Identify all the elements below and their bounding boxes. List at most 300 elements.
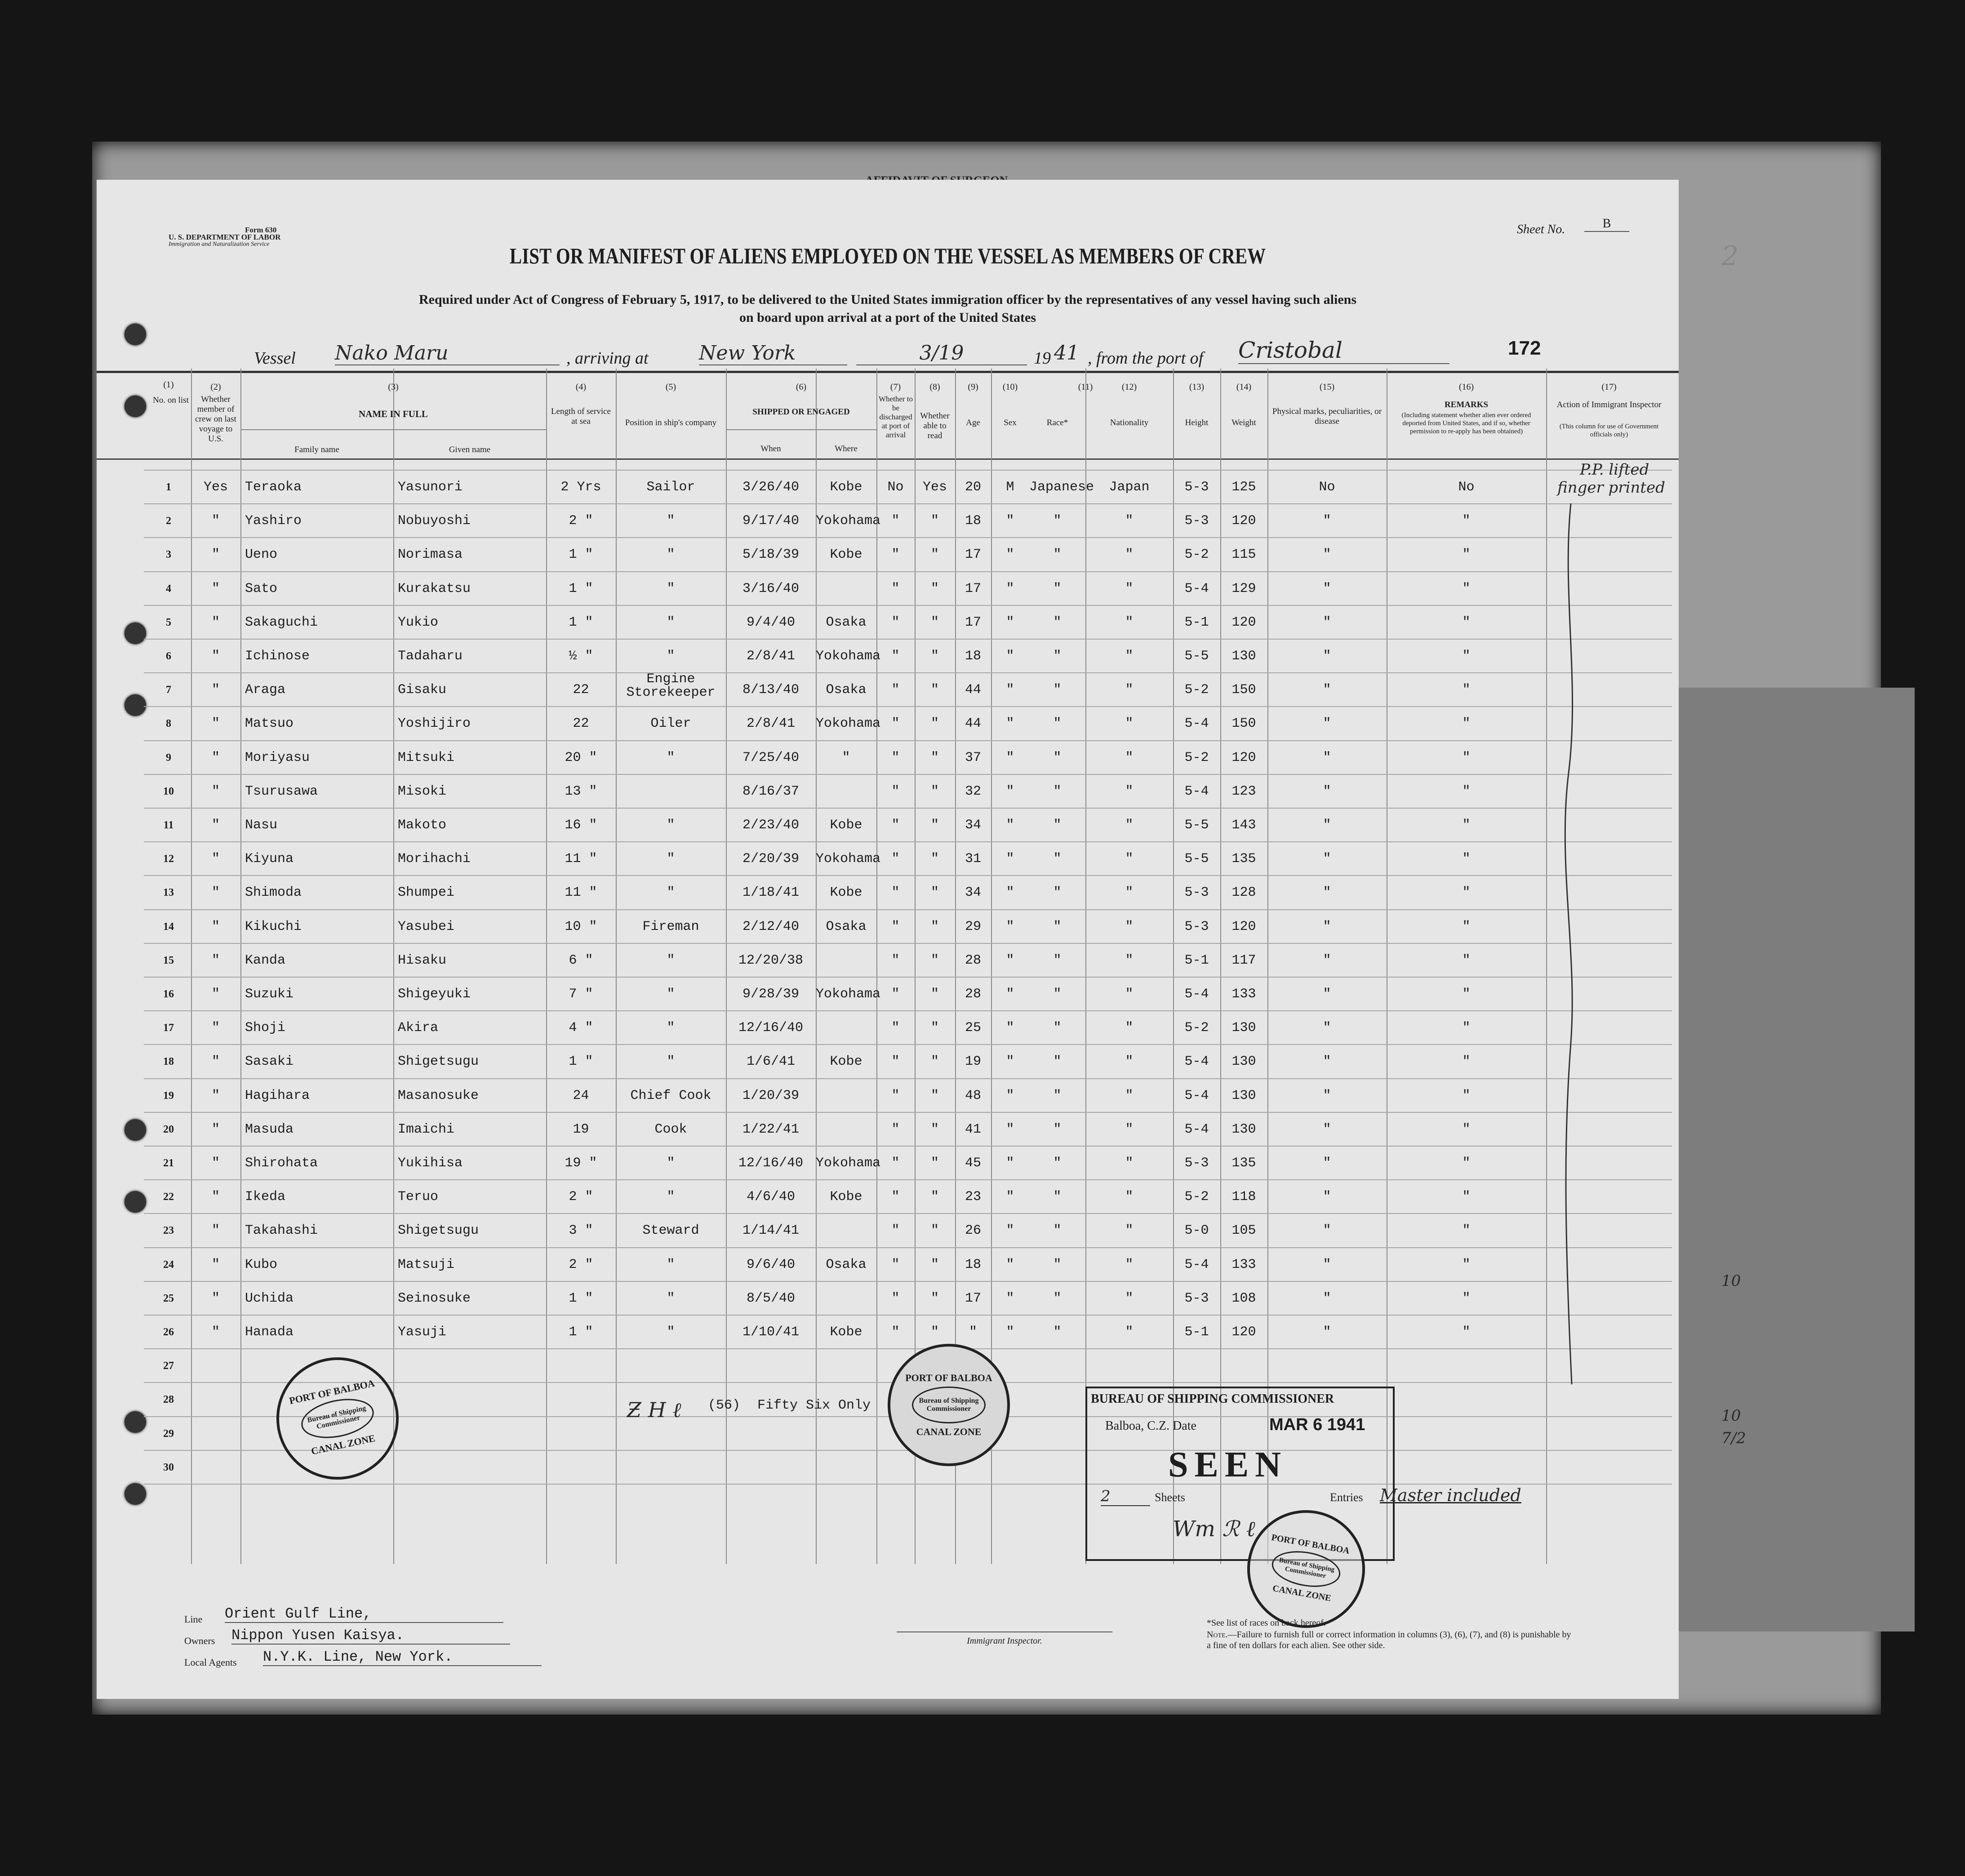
row-divider [144, 1213, 1672, 1214]
cell-weight: 120 [1231, 750, 1256, 765]
cell-given: Shigetsugu [398, 1223, 479, 1239]
seen-sheets-label: Sheets [1155, 1491, 1185, 1504]
shipped-header-rule [726, 429, 876, 430]
cell-when: 5/18/39 [742, 547, 800, 563]
cell-service: 7 " [569, 987, 593, 1002]
cell-read: " [930, 513, 939, 529]
cell-when: 9/28/39 [742, 987, 800, 1002]
cell-read: " [930, 1088, 939, 1103]
cell-service: 24 [573, 1088, 589, 1103]
header-nationality: Nationality [1110, 418, 1149, 427]
action-note-line-2: finger printed [1557, 479, 1665, 497]
cell-family: Kikuchi [245, 919, 302, 934]
column-number: (4) [575, 382, 587, 392]
cell-read: " [930, 716, 939, 732]
cell-member: " [211, 1054, 220, 1070]
cell-nat: " [1125, 547, 1134, 563]
row-number: 30 [163, 1461, 174, 1473]
cell-race: " [1053, 682, 1062, 698]
cell-service: 16 " [565, 818, 597, 833]
name-header-rule [240, 429, 546, 430]
cell-disch: " [891, 1290, 900, 1306]
cell-remarks: " [1462, 783, 1471, 799]
cell-nat: " [1125, 1257, 1134, 1272]
cell-age: 44 [965, 682, 981, 698]
seen-date: MAR 6 1941 [1269, 1415, 1365, 1434]
cell-position: Cook [654, 1121, 687, 1137]
cell-when: 3/26/40 [742, 480, 800, 495]
column-number: (17) [1601, 382, 1617, 392]
row-number: 28 [163, 1394, 174, 1406]
cell-nat: " [1125, 1223, 1134, 1239]
row-number: 7 [166, 684, 171, 696]
cell-weight: 115 [1231, 547, 1256, 563]
cell-family: Kanda [245, 952, 286, 968]
manifest-title: LIST OR MANIFEST OF ALIENS EMPLOYED ON THE VESSEL AS MEMBERS OF CREW [509, 243, 1266, 268]
cell-height: 5-5 [1184, 649, 1209, 664]
cell-family: Ikeda [245, 1189, 286, 1205]
footer-note-text: —Failure to furnish full or correct information in columns (3), (6), (7), and (8) is punishable by a fine of ten dollars for each alien. See other side. [1207, 1630, 1571, 1650]
cell-remarks: " [1462, 1121, 1471, 1137]
cell-height: 5-2 [1184, 682, 1209, 698]
cell-age: 32 [965, 783, 981, 799]
side-mark-a: 2 [1721, 240, 1739, 272]
cell-phys: " [1323, 952, 1331, 968]
cell-remarks: " [1462, 1156, 1471, 1171]
row-divider [144, 1484, 1672, 1485]
row-number: 14 [163, 920, 174, 933]
row-number: 17 [163, 1022, 174, 1034]
cell-position: Steward [642, 1223, 699, 1239]
row-number: 19 [163, 1089, 174, 1102]
cell-sex: " [1006, 513, 1014, 529]
cell-nat: " [1125, 649, 1134, 664]
cell-disch: " [891, 682, 900, 698]
cell-position: " [667, 1189, 675, 1205]
cell-age: 34 [965, 818, 981, 833]
cell-disch: " [891, 649, 900, 664]
cell-service: 6 " [569, 952, 593, 968]
cell-sex: " [1006, 851, 1014, 867]
cell-disch: " [891, 885, 900, 901]
sheet-no-label: Sheet No. [1517, 222, 1565, 236]
cell-read: Yes [922, 480, 947, 495]
header-member-last-voyage: Whether member of crew on last voyage to U.S. [195, 395, 236, 444]
row-divider [144, 1315, 1672, 1316]
cell-position: " [667, 581, 675, 596]
form-number: Form 630 [245, 226, 277, 234]
cell-age: 20 [965, 480, 981, 495]
footer-agents-label: Local Agents [184, 1657, 237, 1668]
cell-given: Kurakatsu [398, 581, 471, 596]
cell-where: Yokohama [816, 513, 881, 529]
cell-height: 5-4 [1184, 987, 1209, 1002]
header-position: Position in ship's company [625, 418, 717, 427]
cell-given: Matsuji [398, 1257, 455, 1272]
column-divider [393, 369, 394, 1564]
cell-family: Suzuki [245, 987, 294, 1002]
cell-weight: 123 [1231, 783, 1256, 799]
cell-nat: " [1125, 818, 1134, 833]
column-number: (1) [163, 380, 174, 390]
cell-age: 48 [965, 1088, 981, 1103]
row-number: 15 [163, 954, 174, 966]
cell-family: Yashiro [245, 513, 302, 529]
cell-nat: " [1125, 614, 1134, 630]
cell-race: " [1053, 818, 1062, 833]
cell-age: 23 [965, 1189, 981, 1205]
form-department: U. S. DEPARTMENT OF LABOR [169, 233, 281, 241]
port-stamp-middle [888, 1344, 1010, 1466]
cell-age: " [969, 1325, 977, 1340]
cell-sex: " [1006, 1020, 1014, 1036]
cell-where: Yokohama [816, 1156, 881, 1171]
cell-phys: " [1323, 682, 1331, 698]
cell-age: 28 [965, 952, 981, 968]
cell-age: 37 [965, 750, 981, 765]
row-divider [144, 1348, 1672, 1349]
year-prefix: 19 [1034, 349, 1051, 368]
cell-position: Sailor [646, 480, 695, 495]
cell-given: Masanosuke [398, 1088, 479, 1103]
cell-given: Makoto [398, 818, 447, 833]
cell-family: Moriyasu [245, 750, 310, 765]
cell-given: Yasunori [398, 480, 463, 495]
cell-remarks: " [1462, 513, 1471, 529]
cell-family: Kubo [245, 1257, 278, 1272]
header-given-name: Given name [449, 445, 491, 454]
header-discharged: Whether to be discharged at port of arrival [879, 395, 913, 439]
stamp-top-text: PORT OF BALBOA [905, 1372, 992, 1383]
seen-signature: Wm ℛ ℓ [1173, 1516, 1255, 1542]
binder-hole [124, 324, 146, 345]
cell-height: 5-4 [1184, 581, 1209, 596]
cell-phys: " [1323, 1223, 1331, 1239]
cell-race: Japanese [1029, 480, 1094, 495]
cell-position: " [667, 1290, 675, 1306]
column-number: (12) [1121, 382, 1137, 392]
cell-given: Yoshijiro [398, 716, 471, 732]
cell-remarks: " [1462, 919, 1471, 934]
cell-read: " [930, 1054, 939, 1070]
cell-when: 8/13/40 [742, 682, 800, 698]
cell-sex: " [1006, 987, 1014, 1002]
cell-nat: " [1125, 1156, 1134, 1171]
cell-weight: 143 [1231, 818, 1256, 833]
cell-race: " [1053, 783, 1062, 799]
cell-phys: " [1323, 1121, 1331, 1137]
cell-family: Teraoka [245, 480, 302, 495]
cell-height: 5-3 [1184, 885, 1209, 901]
underlying-paper [1663, 688, 1915, 1631]
cell-height: 5-4 [1184, 783, 1209, 799]
row-divider [144, 774, 1672, 775]
cell-when: 1/14/41 [742, 1223, 800, 1239]
cell-where: Kobe [830, 885, 862, 901]
cell-service: 2 Yrs [560, 480, 601, 495]
cell-member: " [211, 952, 220, 968]
row-divider [144, 1179, 1672, 1180]
cell-read: " [930, 919, 939, 934]
cell-race: " [1053, 1223, 1062, 1239]
cell-sex: " [1006, 952, 1014, 968]
cell-race: " [1053, 987, 1062, 1002]
cell-read: " [930, 1020, 939, 1036]
cell-given: Shigeyuki [398, 987, 471, 1002]
cell-race: " [1053, 885, 1062, 901]
row-number: 11 [163, 819, 174, 831]
cell-height: 5-4 [1184, 1257, 1209, 1272]
row-number: 4 [166, 582, 171, 595]
arrival-year: 41 [1054, 342, 1079, 365]
header-family-name: Family name [294, 445, 339, 454]
cell-age: 18 [965, 513, 981, 529]
sheet-no-value: B [1584, 217, 1629, 232]
cell-phys: " [1323, 919, 1331, 934]
row-number: 25 [163, 1292, 174, 1304]
cell-member: " [211, 1290, 220, 1306]
column-number: (15) [1319, 382, 1335, 392]
cell-height: 5-3 [1184, 1290, 1209, 1306]
row-divider [144, 639, 1672, 640]
cell-when: 1/6/41 [746, 1054, 796, 1070]
cell-family: Sasaki [245, 1054, 294, 1070]
cell-position: " [667, 952, 675, 968]
cell-service: 1 " [569, 614, 593, 630]
cell-where: Kobe [830, 547, 862, 563]
cell-position: " [667, 987, 675, 1002]
cell-sex: " [1006, 1054, 1014, 1070]
cell-phys: " [1323, 783, 1331, 799]
cell-remarks: " [1462, 952, 1471, 968]
footer-line-label: Line [184, 1614, 203, 1625]
cell-service: 10 " [565, 919, 597, 934]
cell-race: " [1053, 851, 1062, 867]
footer-inspector-label: Immigrant Inspector. [967, 1636, 1042, 1646]
cell-read: " [930, 547, 939, 563]
cell-sex: " [1006, 1223, 1014, 1239]
cell-family: Hagihara [245, 1088, 310, 1103]
cell-when: 8/16/37 [742, 783, 800, 799]
cell-position: " [667, 1054, 675, 1070]
cell-remarks: " [1462, 1223, 1471, 1239]
row-divider [144, 909, 1672, 910]
cell-position: Fireman [642, 919, 699, 934]
cell-service: 22 [573, 716, 589, 732]
footer-note-label: Note. [1207, 1630, 1228, 1640]
row-divider [144, 1112, 1672, 1113]
cell-position: " [667, 818, 675, 833]
cell-nat: " [1125, 1189, 1134, 1205]
cell-disch: " [891, 851, 900, 867]
cell-remarks: " [1462, 1088, 1471, 1103]
cell-where: Osaka [826, 682, 867, 698]
cell-race: " [1053, 716, 1062, 732]
cell-position: " [667, 547, 675, 563]
cell-remarks: " [1462, 1020, 1471, 1036]
cell-race: " [1053, 1189, 1062, 1205]
cell-race: " [1053, 750, 1062, 765]
cell-weight: 125 [1231, 480, 1256, 495]
cell-phys: " [1323, 1325, 1331, 1340]
cell-member: " [211, 818, 220, 833]
cell-position: " [667, 885, 675, 901]
cell-phys: " [1323, 1257, 1331, 1272]
cell-nat: " [1125, 581, 1134, 596]
cell-read: " [930, 614, 939, 630]
cell-disch: " [891, 952, 900, 968]
cell-weight: 150 [1231, 716, 1256, 732]
cell-disch: " [891, 1257, 900, 1272]
column-divider [240, 369, 241, 1564]
cell-position: " [667, 1325, 675, 1340]
header-physical: Physical marks, peculiarities, or disease [1272, 407, 1382, 426]
cell-disch: " [891, 1223, 900, 1239]
cell-sex: " [1006, 783, 1014, 799]
vessel-name: Nako Maru [335, 342, 560, 365]
cell-when: 2/8/41 [746, 649, 796, 664]
cell-height: 5-3 [1184, 513, 1209, 529]
column-number: (2) [210, 382, 221, 392]
cell-given: Misoki [398, 783, 447, 799]
cell-age: 45 [965, 1156, 981, 1171]
cell-height: 5-1 [1184, 1325, 1209, 1340]
cell-sex: " [1006, 919, 1014, 934]
cell-nat: " [1125, 750, 1134, 765]
cell-position: Oiler [650, 716, 691, 732]
cell-sex: " [1006, 716, 1014, 732]
cell-nat: " [1125, 513, 1134, 529]
header-where: Where [835, 444, 858, 453]
cell-nat: Japan [1109, 480, 1150, 495]
cell-member: Yes [203, 480, 228, 495]
cell-disch: " [891, 1054, 900, 1070]
cell-height: 5-5 [1184, 818, 1209, 833]
column-divider [1546, 369, 1547, 1564]
cell-sex: " [1006, 547, 1014, 563]
cell-age: 17 [965, 547, 981, 563]
cell-disch: " [891, 547, 900, 563]
cell-weight: 130 [1231, 1088, 1256, 1103]
cell-where: Osaka [826, 1257, 867, 1272]
stamp-middle-text: Bureau of Shipping Commissioner [298, 1393, 377, 1444]
cell-age: 25 [965, 1020, 981, 1036]
row-number: 3 [166, 549, 171, 561]
cell-family: Ichinose [245, 649, 310, 664]
cell-when: 2/12/40 [742, 919, 800, 934]
header-length-service: Length of service at sea [551, 407, 611, 426]
cell-position: " [667, 1257, 675, 1272]
side-mark-c: 10 [1721, 1407, 1741, 1425]
action-note-line-1: P.P. lifted [1580, 461, 1649, 479]
seen-place: Balboa, C.Z. Date [1105, 1419, 1196, 1433]
cell-nat: " [1125, 987, 1134, 1002]
cell-given: Imaichi [398, 1121, 455, 1137]
cell-given: Hisaku [398, 952, 447, 968]
cell-race: " [1053, 1121, 1062, 1137]
cell-phys: " [1323, 987, 1331, 1002]
cell-member: " [211, 547, 220, 563]
cell-weight: 130 [1231, 1020, 1256, 1036]
cell-member: " [211, 1189, 220, 1205]
row-number: 10 [163, 785, 174, 797]
cell-phys: " [1323, 750, 1331, 765]
cell-when: 3/16/40 [742, 581, 800, 596]
cell-when: 9/17/40 [742, 513, 800, 529]
cell-race: " [1053, 1257, 1062, 1272]
cell-read: " [930, 987, 939, 1002]
cell-read: " [930, 581, 939, 596]
cell-family: Masuda [245, 1121, 294, 1137]
row-number: 26 [163, 1326, 174, 1338]
cell-read: " [930, 851, 939, 867]
cell-when: 2/23/40 [742, 818, 800, 833]
cell-nat: " [1125, 682, 1134, 698]
binder-hole [124, 1119, 146, 1141]
cell-where: Yokohama [816, 987, 881, 1002]
stamp-middle-text: Bureau of Shipping Commissioner [1269, 1546, 1343, 1592]
cell-family: Ueno [245, 547, 278, 563]
cell-phys: " [1323, 1156, 1331, 1171]
header-action: Action of Immigrant Inspector [1556, 400, 1662, 409]
column-number: (7) [890, 382, 901, 392]
cell-sex: " [1006, 1257, 1014, 1272]
cell-height: 5-1 [1184, 952, 1209, 968]
cell-remarks: " [1462, 851, 1471, 867]
cell-weight: 120 [1231, 614, 1256, 630]
cell-member: " [211, 885, 220, 901]
cell-given: Teruo [398, 1189, 439, 1205]
cell-weight: 117 [1231, 952, 1256, 968]
cell-when: 9/6/40 [746, 1257, 796, 1272]
cell-service: 2 " [569, 1189, 593, 1205]
cell-phys: No [1319, 480, 1335, 495]
cell-weight: 130 [1231, 649, 1256, 664]
cell-phys: " [1323, 547, 1331, 563]
row-number: 18 [163, 1056, 174, 1068]
row-number: 27 [163, 1360, 174, 1372]
cell-where: Yokohama [816, 716, 881, 732]
footer-owners-value: Nippon Yusen Kaisya. [231, 1627, 510, 1645]
column-number: (13) [1189, 382, 1205, 392]
cell-weight: 135 [1231, 1156, 1256, 1171]
column-number: (16) [1458, 382, 1474, 392]
cell-sex: " [1006, 614, 1014, 630]
cell-remarks: " [1462, 682, 1471, 698]
cell-member: " [211, 750, 220, 765]
cell-sex: " [1006, 818, 1014, 833]
cell-weight: 118 [1231, 1189, 1256, 1205]
row-divider [144, 470, 1672, 471]
cell-disch: " [891, 987, 900, 1002]
cell-when: 12/16/40 [738, 1156, 804, 1171]
cell-family: Takahashi [245, 1223, 318, 1239]
cell-nat: " [1125, 952, 1134, 968]
cell-when: 1/20/39 [742, 1088, 800, 1103]
cell-read: " [930, 1290, 939, 1306]
cell-age: 31 [965, 851, 981, 867]
cell-position: " [667, 614, 675, 630]
cell-remarks: " [1462, 1257, 1471, 1272]
cell-remarks: " [1462, 987, 1471, 1002]
cell-disch: " [891, 1121, 900, 1137]
cell-race: " [1053, 547, 1062, 563]
cell-weight: 129 [1231, 581, 1256, 596]
cell-weight: 130 [1231, 1121, 1256, 1137]
cell-remarks: " [1462, 614, 1471, 630]
cell-race: " [1053, 581, 1062, 596]
cell-family: Araga [245, 682, 286, 698]
